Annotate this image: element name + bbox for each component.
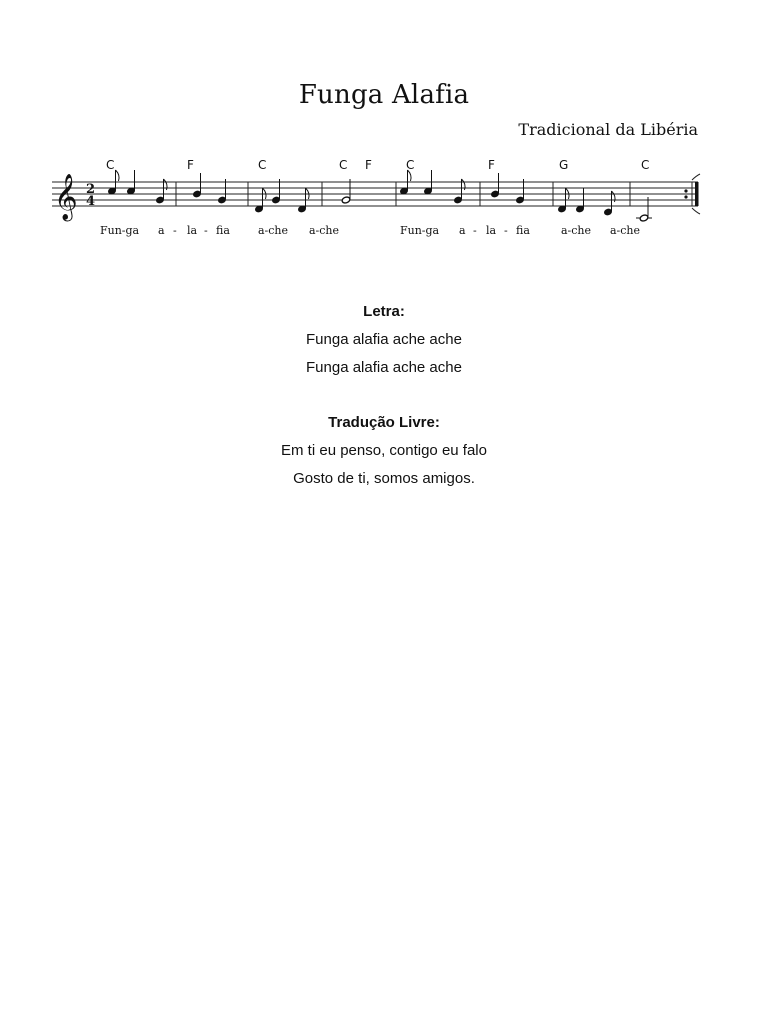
chord-symbol: C <box>406 158 415 172</box>
lyric-syllable: Fun-ga <box>400 224 440 237</box>
treble-clef-icon: 𝄞 <box>54 174 78 220</box>
chord-symbol: C <box>339 158 348 172</box>
lyric-syllable: fia <box>516 224 530 237</box>
lyric-syllable: - <box>504 224 508 237</box>
lyric-syllable: Fun-ga <box>100 224 140 237</box>
lyrics-heading: Letra: <box>363 303 405 320</box>
lyric-syllable: a-che <box>309 224 340 237</box>
lyric-syllable: fia <box>216 224 230 237</box>
lyrics-section <box>0 303 768 387</box>
lyric-syllable: a-che <box>258 224 289 237</box>
lyric-syllable: a <box>158 224 165 237</box>
translation-line: Em ti eu penso, contigo eu falo <box>281 442 487 459</box>
lyric-syllable: - <box>173 224 177 237</box>
lyric-syllable: - <box>473 224 477 237</box>
translation-line: Gosto de ti, somos amigos. <box>293 470 475 487</box>
chord-symbol: F <box>187 158 194 172</box>
composer-credit: Tradicional da Libéria <box>518 120 698 139</box>
staff-lines <box>52 182 698 206</box>
time-signature-top: 2 <box>86 182 96 197</box>
time-signature-bottom: 4 <box>86 194 96 209</box>
chord-symbol: C <box>258 158 267 172</box>
lyric-syllable: - <box>204 224 208 237</box>
sheet-music-score <box>40 150 710 250</box>
chord-symbol: C <box>641 158 650 172</box>
lyric-syllable: a-che <box>561 224 592 237</box>
translation-section <box>0 414 768 498</box>
song-title: Funga Alafia <box>298 80 470 110</box>
translation-heading: Tradução Livre: <box>328 414 440 431</box>
chord-symbol: C <box>106 158 115 172</box>
chord-symbol: F <box>488 158 495 172</box>
lyric-syllable: la <box>187 224 198 237</box>
chord-symbol: F <box>365 158 372 172</box>
lyric-syllable: la <box>486 224 497 237</box>
notes <box>108 170 652 222</box>
lyrics-line: Funga alafia ache ache <box>306 331 462 348</box>
lyrics-line: Funga alafia ache ache <box>306 359 462 376</box>
lyric-syllable: a <box>459 224 466 237</box>
lyric-syllable: a-che <box>610 224 641 237</box>
chord-symbol: G <box>559 158 569 172</box>
staff-svg <box>40 150 710 245</box>
